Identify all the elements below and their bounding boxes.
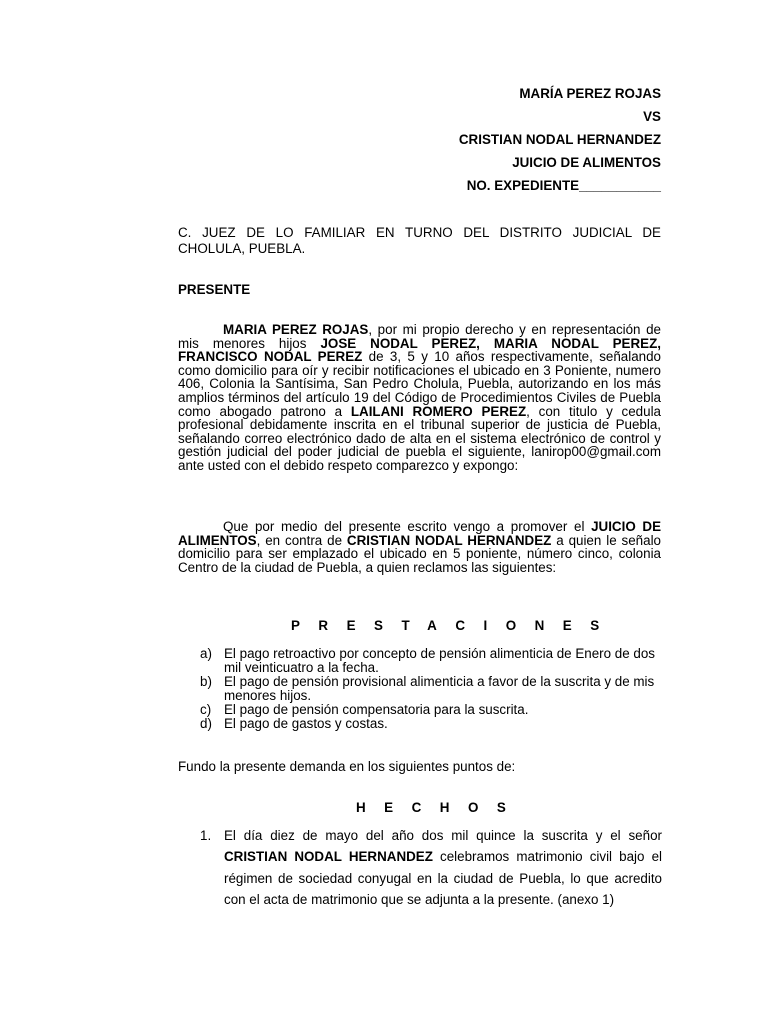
list-marker: a): [200, 646, 212, 661]
list-marker: d): [200, 716, 212, 731]
list-marker: b): [200, 674, 212, 689]
fundo-text: Fundo la presente demanda en los siguientes puntos de:: [178, 759, 516, 774]
presente-heading: PRESENTE: [178, 282, 251, 297]
promote-text-3: a quien le señalo domicilio para ser emplazado el ubicado en 5 poniente, número cinco, colonia Centro de la ciudad de Puebla, a quien reclamos las siguientes:: [178, 532, 661, 575]
header-vs: VS: [643, 109, 661, 124]
hecho-name: CRISTIAN NODAL HERNANDEZ: [224, 849, 433, 865]
list-text: El pago de gastos y costas.: [224, 716, 388, 731]
list-marker: c): [200, 702, 212, 717]
hecho-text: [224, 825, 662, 910]
list-text: El pago de pensión compensatoria para la suscrita.: [224, 702, 529, 717]
hecho-marker: 1.: [200, 828, 212, 843]
promote-defendant: CRISTIAN NODAL HERNANDEZ: [346, 532, 552, 548]
list-item: [200, 675, 662, 702]
hecho-text-1: El día diez de mayo del año dos mil quince la suscrita y el señor: [224, 828, 662, 843]
lawyer-name: LAILANI ROMERO PEREZ: [350, 403, 527, 419]
header-defendant: CRISTIAN NODAL HERNANDEZ: [458, 132, 661, 147]
prestaciones-heading: PRESTACIONES: [291, 618, 618, 633]
list-item: [200, 647, 662, 674]
header-plaintiff: MARÍA PEREZ ROJAS: [519, 86, 661, 101]
intro-paragraph: [178, 323, 661, 473]
list-item: [200, 717, 662, 731]
promote-case: JUICIO DE ALIMENTOS: [178, 519, 662, 548]
hecho-item: [200, 825, 662, 910]
promote-paragraph: [178, 520, 661, 574]
promote-text-1: Que por medio del presente escrito vengo a promover el: [223, 519, 592, 534]
promote-text-2: , en contra de: [256, 532, 347, 548]
children-names: JOSE NODAL PEREZ, MARIA NODAL PEREZ, FRANCISCO NODAL PEREZ: [178, 335, 661, 365]
intro-text-3: , con titulo y cedula profesional debidamente inscrita en el tribunal superior de justicia de Puebla, señalando correo electrónico dado de alta en el sistema electrónico de control y gestión judicial del poder judicial de puebla el siguiente, lanirop00@gmail.com ante usted con el debido respeto comparezco y expongo:: [178, 403, 662, 473]
intro-text-1: , por mi propio derecho y en representación de mis menores hijos: [178, 322, 661, 351]
list-item: [200, 703, 662, 717]
hecho-text-2: celebramos matrimonio civil bajo el régimen de sociedad conyugal en la ciudad de Puebla, lo que acredito con el acta de matrimonio que se adjunta a la presente. (anexo 1): [224, 849, 662, 907]
intro-text-2: de 3, 5 y 10 años respectivamente, señalando como domicilio para oír y recibir notificaciones el ubicado en 3 Poniente, numero 406, Colonia la Santísima, San Pedro Cholula, Puebla, autorizando en los más amplios términos del artículo 19 del Código de Procedimientos Civiles de Puebla como abogado patrono a: [178, 349, 661, 419]
header-file-number: NO. EXPEDIENTE___________: [466, 178, 661, 193]
list-text: El pago de pensión provisional alimenticia a favor de la suscrita y de mis menores hijos.: [224, 674, 655, 703]
header-case-type: JUICIO DE ALIMENTOS: [512, 155, 661, 170]
addressee: C. JUEZ DE LO FAMILIAR EN TURNO DEL DISTRITO JUDICIAL DE CHOLULA, PUEBLA.: [178, 225, 661, 256]
list-text: El pago retroactivo por concepto de pensión alimenticia de Enero de dos mil veinticuatro a la fecha.: [224, 646, 656, 675]
plaintiff-name: MARIA PEREZ ROJAS: [223, 322, 369, 337]
hechos-heading: HECHOS: [356, 800, 525, 815]
